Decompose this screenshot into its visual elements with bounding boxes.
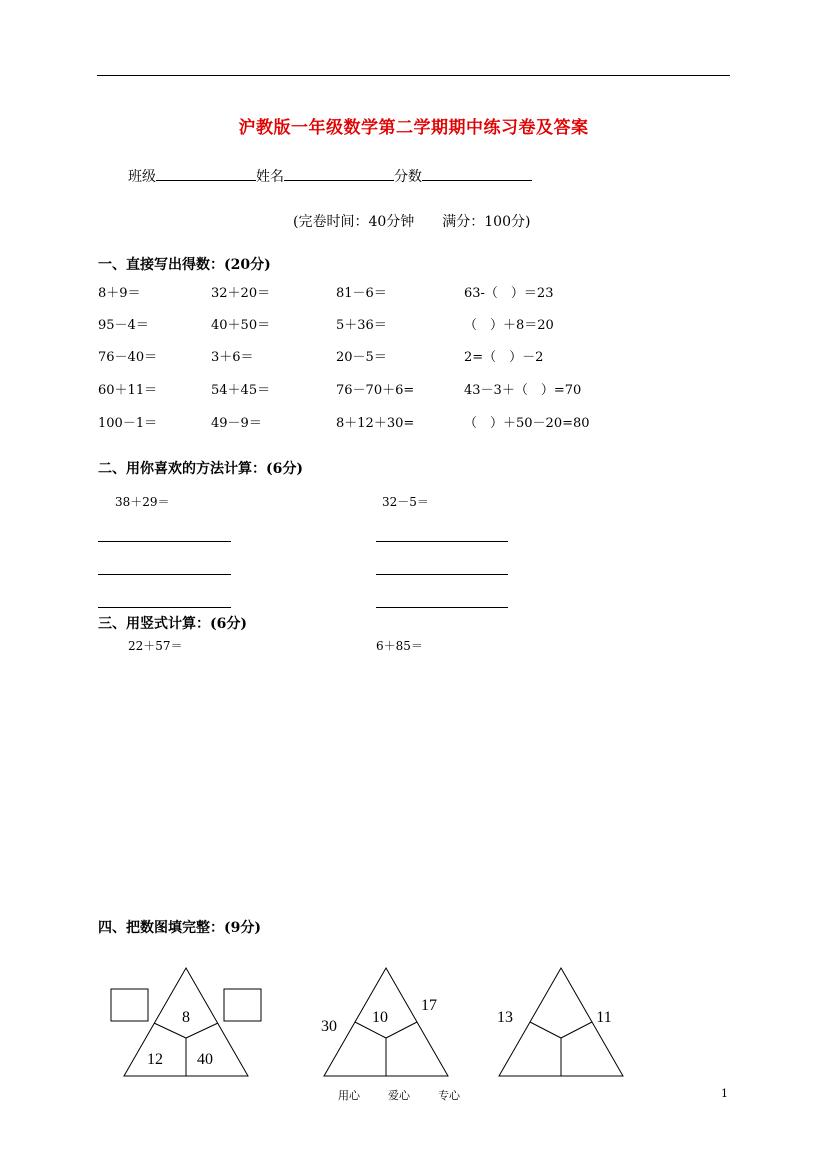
answer-line[interactable] [98, 607, 231, 608]
triangle1-top: 8 [182, 1009, 190, 1026]
answer-line[interactable] [98, 541, 231, 542]
oral-problem: 54＋45＝ [211, 383, 271, 398]
oral-problem: 2=（ ）－2 [464, 350, 544, 365]
section1-heading: 一、直接写出得数：(20分) [98, 257, 271, 273]
footer-motto-2: 爱心 [388, 1089, 410, 1102]
name-blank[interactable] [284, 166, 394, 181]
header-rule [97, 75, 730, 76]
oral-problem: 60＋11＝ [98, 383, 158, 398]
oral-problem: 32＋20＝ [211, 286, 271, 301]
exam-info: (完卷时间：40分钟 满分：100分) [293, 214, 531, 230]
answer-line[interactable] [376, 574, 508, 575]
oral-problem: 100－1＝ [98, 416, 158, 431]
oral-problem: 63-（ ）＝23 [464, 286, 554, 301]
triangle1-bottom-right: 40 [197, 1051, 213, 1068]
triangle1-bottom-left: 12 [147, 1051, 163, 1068]
oral-problem: （ ）＋50－20=80 [464, 416, 590, 431]
calc-problem-left: 38＋29＝ [115, 495, 170, 509]
triangle2-outer-right: 17 [421, 997, 437, 1014]
oral-problem: 20－5＝ [336, 350, 387, 365]
section2-heading: 二、用你喜欢的方法计算：(6分) [98, 461, 303, 477]
oral-problem: 40＋50＝ [211, 318, 271, 333]
name-label: 姓名 [256, 169, 284, 185]
oral-problem: 76－40＝ [98, 350, 158, 365]
answer-box-left[interactable] [111, 989, 148, 1021]
vertical-calc-problem-left: 22＋57＝ [128, 639, 183, 653]
page-title: 沪教版一年级数学第二学期期中练习卷及答案 [238, 118, 589, 138]
oral-problem: 5＋36＝ [336, 318, 387, 333]
page-number: 1 [721, 1087, 728, 1100]
score-label: 分数 [394, 169, 422, 185]
oral-problem: （ ）＋8＝20 [464, 318, 554, 333]
answer-line[interactable] [98, 574, 231, 575]
number-triangles [0, 950, 827, 1090]
footer-motto-3: 专心 [438, 1089, 460, 1102]
vertical-calc-problem-right: 6＋85＝ [376, 639, 423, 653]
oral-problem: 81－6＝ [336, 286, 387, 301]
class-label: 班级 [128, 169, 156, 185]
oral-problem: 95－4＝ [98, 318, 149, 333]
oral-problem: 49－9＝ [211, 416, 262, 431]
class-blank[interactable] [156, 166, 256, 181]
score-blank[interactable] [422, 166, 532, 181]
oral-problem: 3＋6＝ [211, 350, 254, 365]
oral-problem: 8＋12＋30= [336, 416, 415, 431]
answer-line[interactable] [376, 607, 508, 608]
triangle3-outer-right: 11 [596, 1009, 612, 1026]
calc-problem-right: 32－5＝ [382, 495, 429, 509]
oral-problem: 8＋9＝ [98, 286, 141, 301]
footer-motto-1: 用心 [338, 1089, 360, 1102]
triangle3-outer-left: 13 [497, 1009, 513, 1026]
answer-line[interactable] [376, 541, 508, 542]
student-info-line [128, 166, 532, 186]
triangle2-top: 10 [372, 1009, 388, 1026]
triangle2-outer-left: 30 [321, 1018, 337, 1035]
oral-problem: 43－3＋（ ）=70 [464, 383, 582, 398]
oral-problem: 76－70＋6= [336, 383, 415, 398]
answer-box-right[interactable] [224, 989, 261, 1021]
section4-heading: 四、把数图填完整：(9分) [98, 920, 261, 936]
section3-heading: 三、用竖式计算：(6分) [98, 616, 247, 632]
